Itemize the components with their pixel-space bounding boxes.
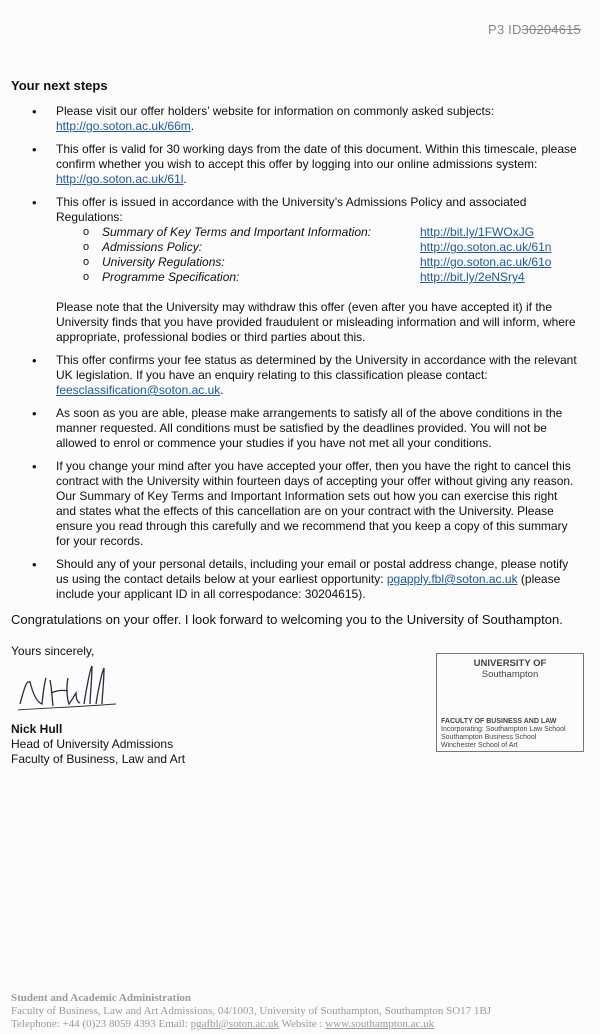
stamp-line: Incorporating: Southampton Law School [441,726,566,733]
step-text: This offer is valid for 30 working days from the date of this document. Within this timescale, please confirm whether you wish to accept this offer by logging into our online admissions system: [56,142,577,171]
applicant-reference [488,22,581,37]
key-terms-link[interactable]: http://bit.ly/1FWOxJG [420,225,535,239]
footer-address: Faculty of Business, Law and Art Admissions, 04/1003, University of Southampton, Southampton SO17 1BJ [11,1005,492,1017]
step-item-website [0,104,600,134]
stamp-line: Southampton Business School [441,734,537,741]
admissions-policy-link[interactable]: http://go.soton.ac.uk/61n [420,240,552,254]
policy-item [56,225,578,240]
step-item-cancellation [0,459,600,549]
admissions-system-link[interactable]: http://go.soton.ac.uk/61l [56,172,184,186]
footer-org: Student and Academic Administration [11,992,191,1004]
footer-telephone: Telephone: +44 (0)23 8059 4393 Email: [11,1018,191,1030]
step-text: This offer is issued in accordance with the University’s Admissions Policy and associated Regulations: [56,195,527,224]
stamp-line: FACULTY OF BUSINESS AND LAW [441,718,557,725]
section-title: Your next steps [11,78,108,93]
policy-label: Programme Specification: [102,270,240,284]
step-after: . [183,172,187,186]
steps-list [0,104,600,610]
page-footer [11,992,491,1031]
handwritten-signature [16,660,120,720]
policy-label: Summary of Key Terms and Important Information: [102,225,371,239]
step-text: If you change your mind after you have accepted your offer, then you have the right to cancel this contract with the University within fourteen days of accepting your offer without giving any reason. Our Summary of Key Terms and Important Information sets out how you can exercise this right and states what the effects of this cancellation are on your contract with the University. Please ensure you read through this carefully and we recommend that you keep a copy of this summary for your records. [56,459,574,548]
reference-id-struck: 30204615 [521,22,581,37]
stamp-line: Winchester School of Art [441,742,518,749]
programme-specification-link[interactable]: http://bit.ly/2eNSry4 [420,270,525,284]
withdraw-note: Please note that the University may withdraw this offer (even after you have accepted it) if the University finds that you have provided fraudulent or misleading information and will inform, where appropriate, professional bodies or third parties about this. [56,300,576,344]
fees-classification-email-link[interactable]: feesclassification@soton.ac.uk [56,383,221,397]
step-text: Please visit our offer holders’ website for information on commonly asked subjects: [56,104,495,118]
footer-email-link[interactable]: pgafbl@soton.ac.uk [190,1018,279,1030]
reference-prefix: P3 ID [488,22,522,37]
policy-item [56,270,578,285]
policy-documents-list [56,225,578,285]
offer-holders-link[interactable]: http://go.soton.ac.uk/66m [56,119,191,133]
step-item-fee-status [0,353,600,398]
step-text: Should any of your personal details, including your email or postal address change, please notify us using the contact details below at your earliest opportunity: [56,557,569,586]
step-text: As soon as you are able, please make arrangements to satisfy all of the above conditions in the manner requested. All conditions must be satisfied by the deadlines provided. You will not be allowed to enrol or commence your studies if you have not met all your conditions. [56,406,563,450]
policy-label: Admissions Policy: [102,240,203,254]
signer-faculty: Faculty of Business, Law and Art [11,752,186,766]
footer-website-link[interactable]: www.southampton.ac.uk [325,1018,435,1030]
university-regulations-link[interactable]: http://go.soton.ac.uk/61o [420,255,552,269]
footer-contact [11,1018,491,1031]
signer-name: Nick Hull [11,722,63,736]
step-text: This offer confirms your fee status as determined by the University in accordance with the relevant UK legislation. If you have an enquiry relating to this classification please contact: [56,353,577,382]
step-item-policy [0,195,600,345]
policy-item [56,255,578,270]
pg-apply-email-link[interactable]: pgapply.fbl@soton.ac.uk [386,572,518,586]
university-stamp [436,653,584,752]
policy-item [56,240,578,255]
congratulations-text: Congratulations on your offer. I look forward to welcoming you to the University of Southampton. [11,612,563,627]
footer-website-label: Website : [278,1018,326,1030]
step-item-validity [0,142,600,187]
step-after: . [220,383,224,397]
policy-label: University Regulations: [102,255,225,269]
step-after: (please include your applicant ID in all correspodance: 30204615). [56,572,561,601]
signer-title: Head of University Admissions [11,737,174,751]
stamp-line: UNIVERSITY OF [473,658,547,669]
stamp-line: Southampton [481,669,539,680]
step-item-personal-details [0,557,600,602]
step-after: . [190,119,195,133]
stamp-details [441,718,566,750]
step-item-conditions [0,406,600,451]
closing-salutation: Yours sincerely, [11,644,95,658]
